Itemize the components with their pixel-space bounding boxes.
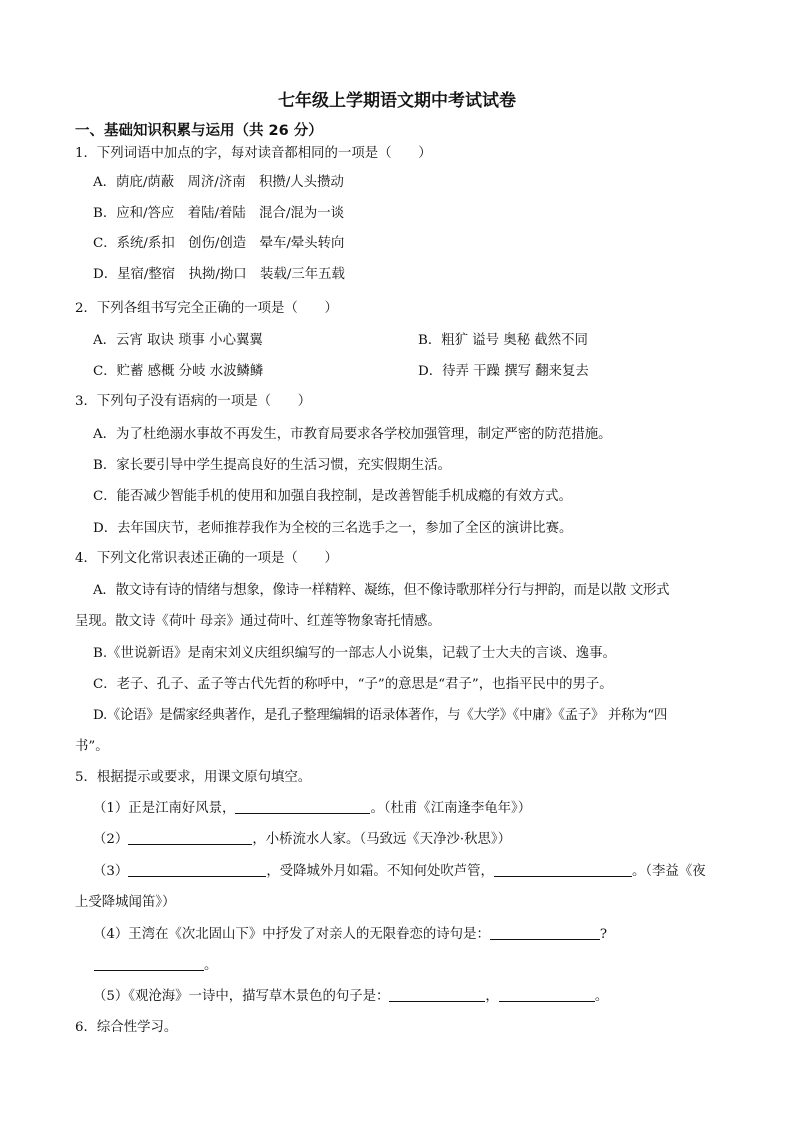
fill-blank-5a[interactable] [389, 987, 485, 1002]
question-2-option-b: B．粗犷 谥号 奥秘 截然不同 [418, 333, 588, 348]
fill-blank-1[interactable] [235, 799, 370, 814]
fill-blank-3a[interactable] [128, 862, 266, 877]
fill-item-4-question-mark: ? [599, 927, 608, 942]
fill-item-1-prefix: （1）正是江南好风景， [93, 801, 236, 816]
question-4-option-a-line2: 呈现。散文诗《荷叶 母亲》通过荷叶、红莲等物象寄托情感。 [75, 614, 441, 629]
fill-item-3 [93, 862, 706, 882]
question-2-option-a: A．云宵 取诀 琐事 小心翼翼 [93, 333, 263, 348]
section-heading: 一、基础知识积累与运用（共 26 分） [75, 123, 323, 139]
question-3-option-c: C．能否减少智能手机的使用和加强自我控制，是改善智能手机成瘾的有效方式。 [93, 489, 572, 504]
fill-item-5-end: 。 [594, 989, 609, 1004]
fill-blank-3b[interactable] [494, 862, 632, 877]
question-1-option-d: D．星宿/整宿 执拗/拗口 装载/三年五载 [93, 267, 345, 282]
fill-item-4-end: 。 [204, 958, 218, 973]
fill-item-2 [93, 830, 511, 850]
fill-item-3-suffix: 。（李益《夜 [631, 864, 706, 879]
fill-item-5-prefix: （5）《观沧海》一诗中，描写草木景色的句子是： [93, 989, 390, 1004]
exam-title: 七年级上学期语文期中考试试卷 [278, 91, 516, 111]
question-2-option-c: C．贮蓄 感概 分岐 水波鳞鳞 [93, 364, 264, 379]
fill-item-4-prefix: （4）王湾在《次北固山下》中抒发了对亲人的无限眷恋的诗句是： [93, 927, 490, 942]
question-4-option-d-line1: D.《论语》是儒家经典著作，是孔子整理编辑的语录体著作，与《大学》《中庸》《孟子》 并称为“四 [93, 708, 667, 723]
fill-blank-5b[interactable] [499, 987, 595, 1002]
question-5-stem: 5．根据提示或要求，用课文原句填空。 [75, 770, 312, 785]
fill-item-4-continued [94, 956, 217, 976]
fill-item-2-prefix: （2） [93, 832, 129, 847]
question-2-option-d: D．待弄 干躁 撰写 翻来复去 [418, 364, 589, 379]
fill-item-4 [93, 925, 607, 945]
question-1-option-c: C．系统/系扣 创伤/创造 晕车/晕头转向 [93, 236, 345, 251]
question-3-stem: 3．下列句子没有语病的一项是（ ） [75, 394, 312, 409]
question-4-option-c: C．老子、孔子、孟子等古代先哲的称呼中，“子”的意思是“君子”，也指平民中的男子。 [93, 677, 613, 692]
question-4-option-b: B.《世说新语》是南宋刘义庆组织编写的一部志人小说集，记载了士大夫的言谈、逸事。 [93, 646, 616, 661]
question-3-option-a: A．为了杜绝溺水事故不再发生，市教育局要求各学校加强管理，制定严密的防范措施。 [93, 427, 612, 442]
question-4-option-d-line2: 书”。 [75, 739, 109, 754]
question-6-stem: 6．综合性学习。 [75, 1020, 178, 1035]
fill-blank-2[interactable] [128, 830, 252, 845]
fill-blank-4a[interactable] [490, 925, 600, 940]
fill-item-5-middle: ， [485, 989, 499, 1004]
question-3-option-b: B．家长要引导中学生提高良好的生活习惯，充实假期生活。 [93, 458, 451, 473]
fill-item-3-middle: ，受降城外月如霜。不知何处吹芦管， [266, 864, 494, 879]
question-1-option-a: A．荫庇/荫蔽 周济/济南 积攒/人头攒动 [93, 175, 344, 190]
question-3-option-d: D．去年国庆节，老师推荐我作为全校的三名选手之一，参加了全区的演讲比赛。 [93, 521, 573, 536]
fill-blank-4b[interactable] [94, 956, 204, 971]
question-1-option-b: B．应和/答应 着陆/着陆 混合/混为一谈 [93, 206, 345, 221]
question-1-stem: 1．下列词语中加点的字，每对读音都相同的一项是（ ） [75, 146, 432, 161]
fill-item-1-suffix: 。（杜甫《江南逢李龟年》） [370, 801, 532, 816]
fill-item-3-prefix: （3） [93, 864, 129, 879]
question-2-stem: 2．下列各组书写完全正确的一项是（ ） [75, 301, 338, 316]
question-4-option-a-line1: A．散文诗有诗的情绪与想象，像诗一样精粹、凝练，但不像诗歌那样分行与押韵，而是以散 文形式 [93, 583, 670, 598]
fill-item-5 [93, 987, 608, 1007]
fill-item-2-suffix: ，小桥流水人家。（马致远《天净沙·秋思》） [252, 832, 511, 847]
fill-item-3-continued: 上受降城闻笛》） [75, 895, 176, 910]
question-4-stem: 4．下列文化常识表述正确的一项是（ ） [75, 551, 338, 566]
fill-item-1 [93, 799, 531, 819]
